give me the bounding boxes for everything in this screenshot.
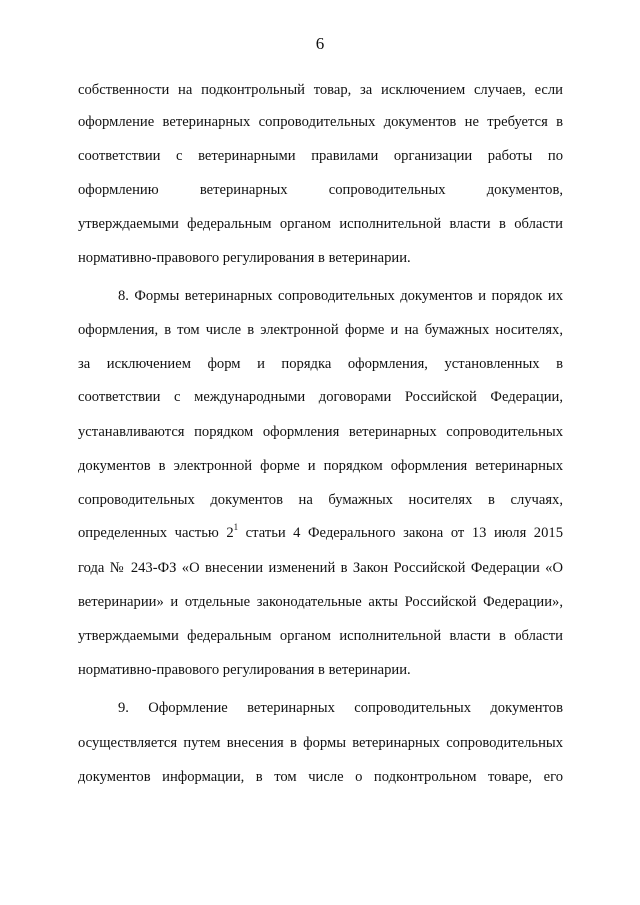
text-fragment: статьи 4 Федерального закона от 13 июля 2015	[238, 525, 563, 541]
text-line: года № 243-ФЗ «О внесении изменений в Закон Российской Федерации «О	[78, 560, 563, 576]
text-line: документов информации, в том числе о подконтрольном товаре, его	[78, 769, 563, 785]
text-line: соответствии с ветеринарными правилами организации работы по	[78, 148, 563, 164]
paragraph-8-first-line: 8. Формы ветеринарных сопроводительных документов и порядок их	[118, 288, 563, 304]
text-line: ветеринарии» и отдельные законодательные акты Российской Федерации»,	[78, 594, 563, 610]
text-line: осуществляется путем внесения в формы ветеринарных сопроводительных	[78, 735, 563, 751]
paragraph-9-first-line: 9. Оформление ветеринарных сопроводительных документов	[118, 700, 563, 716]
text-line: утверждаемыми федеральным органом исполнительной власти в области	[78, 628, 563, 644]
text-line: сопроводительных документов на бумажных носителях в случаях,	[78, 492, 563, 508]
text-line-with-superscript	[78, 523, 563, 543]
text-line: утверждаемыми федеральным органом исполнительной власти в области	[78, 216, 563, 232]
page-number: 6	[315, 34, 325, 53]
text-fragment: определенных частью 2	[78, 525, 234, 541]
text-line: устанавливаются порядком оформления ветеринарных сопроводительных	[78, 424, 563, 440]
text-line: нормативно-правового регулирования в ветеринарии.	[78, 250, 411, 266]
text-line: соответствии с международными договорами Российской Федерации,	[78, 389, 563, 405]
superscript: 1	[233, 522, 239, 533]
text-line: оформления, в том числе в электронной форме и на бумажных носителях,	[78, 322, 563, 338]
text-line: документов в электронной форме и порядком оформления ветеринарных	[78, 458, 563, 474]
text-line: оформлению ветеринарных сопроводительных документов,	[78, 182, 563, 198]
text-line: собственности на подконтрольный товар, за исключением случаев, если	[78, 82, 563, 98]
text-line: за исключением форм и порядка оформления, установленных в	[78, 356, 563, 372]
text-line: оформление ветеринарных сопроводительных документов не требуется в	[78, 114, 563, 130]
text-line: нормативно-правового регулирования в ветеринарии.	[78, 662, 411, 678]
